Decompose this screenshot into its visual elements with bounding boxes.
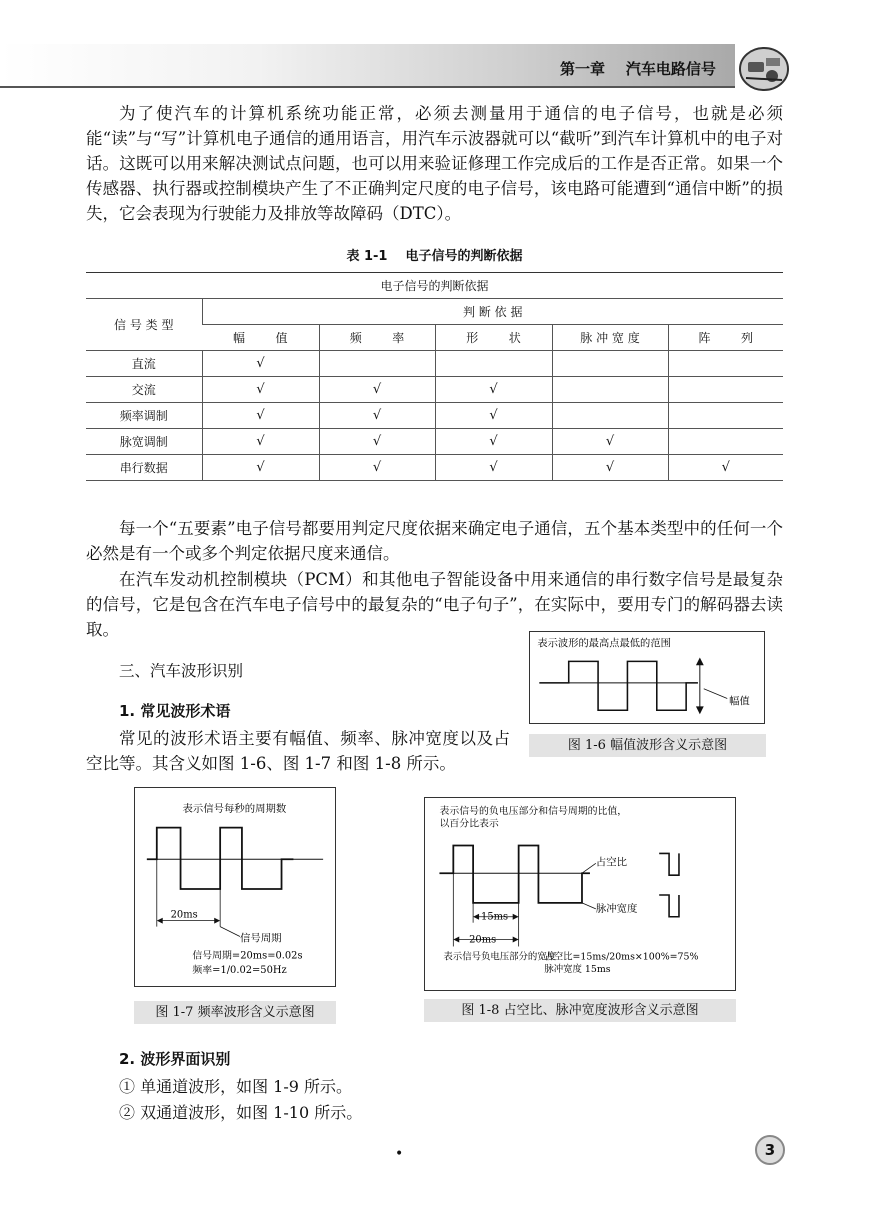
signal-type-cell: 脉宽调制 bbox=[86, 429, 202, 455]
fig-1-8-pulse-label: 脉冲宽度 bbox=[595, 902, 638, 915]
check-cell bbox=[552, 351, 668, 377]
check-cell bbox=[202, 429, 319, 455]
check-cell bbox=[319, 455, 435, 481]
check-mark: √ bbox=[372, 434, 382, 449]
table-row bbox=[86, 429, 783, 455]
check-cell bbox=[668, 429, 783, 455]
check-mark: √ bbox=[372, 382, 382, 397]
signal-type-cell: 交流 bbox=[86, 377, 202, 403]
figure-1-7 bbox=[134, 787, 336, 1024]
fig-1-8-width-label: 15ms bbox=[481, 911, 509, 923]
check-mark: √ bbox=[489, 382, 498, 397]
footer-dot: • bbox=[395, 1146, 404, 1162]
list-item-2: ② 双通道波形，如图 1-10 所示。 bbox=[119, 1103, 363, 1122]
figure-1-7-caption: 图 1-7 频率波形含义示意图 bbox=[134, 1001, 336, 1024]
body-paragraph-3: 常见的波形术语主要有幅值、频率、脉冲宽度以及占空比等。其含义如图 1-6、图 1-7 和图 1-8 所示。 bbox=[86, 729, 510, 773]
table-column-header: 形 状 bbox=[435, 325, 552, 351]
table-basis-header: 判 断 依 据 bbox=[202, 299, 783, 325]
check-mark: √ bbox=[489, 434, 498, 449]
check-cell bbox=[319, 351, 435, 377]
check-cell bbox=[319, 403, 435, 429]
fig-1-7-formula-2: 频率=1/0.02=50Hz bbox=[192, 965, 287, 977]
table-row bbox=[86, 351, 783, 377]
signal-type-cell: 串行数据 bbox=[86, 455, 202, 481]
check-mark: √ bbox=[489, 408, 498, 423]
frequency-waveform-diagram bbox=[134, 787, 336, 987]
table-top-header: 电子信号的判断依据 bbox=[86, 273, 783, 299]
check-cell bbox=[552, 455, 668, 481]
check-mark: √ bbox=[605, 460, 615, 475]
body-paragraph-1: 每一个“五要素”电子信号都要用判定尺度依据来确定电子通信，五个基本类型中的任何一个必然是有一个或多个判定依据尺度来通信。 bbox=[86, 519, 783, 563]
figure-1-8 bbox=[424, 797, 736, 1022]
duty-cycle-waveform-diagram bbox=[424, 797, 736, 991]
table-type-header: 信 号 类 型 bbox=[86, 299, 202, 351]
check-cell bbox=[202, 403, 319, 429]
check-cell bbox=[668, 403, 783, 429]
signal-type-cell: 直流 bbox=[86, 351, 202, 377]
header-rule bbox=[0, 86, 735, 88]
table-column-header: 频 率 bbox=[319, 325, 435, 351]
check-cell bbox=[319, 429, 435, 455]
check-cell bbox=[435, 429, 552, 455]
section-heading: 三、汽车波形识别 bbox=[119, 662, 244, 680]
table-row bbox=[86, 403, 783, 429]
subheading-1: 1. 常见波形术语 bbox=[119, 702, 231, 720]
fig-1-8-annotation-1: 表示信号的负电压部分和信号周期的比值， bbox=[439, 805, 628, 817]
figure-1-6 bbox=[529, 631, 766, 757]
check-mark: √ bbox=[372, 460, 382, 475]
fig-1-8-period-label: 20ms bbox=[469, 934, 497, 946]
chapter-title: 第一章 汽车电路信号 bbox=[560, 60, 716, 78]
check-cell bbox=[319, 377, 435, 403]
check-cell bbox=[435, 403, 552, 429]
subheading-2: 2. 波形界面识别 bbox=[119, 1050, 231, 1068]
signal-type-cell: 频率调制 bbox=[86, 403, 202, 429]
check-cell bbox=[552, 377, 668, 403]
fig-1-8-duty-label: 占空比 bbox=[595, 856, 627, 869]
figure-1-8-caption: 图 1-8 占空比、脉冲宽度波形含义示意图 bbox=[424, 999, 736, 1022]
check-cell bbox=[202, 455, 319, 481]
check-cell bbox=[202, 351, 319, 377]
figure-1-6-caption: 图 1-6 幅值波形含义示意图 bbox=[529, 734, 766, 757]
check-cell bbox=[552, 429, 668, 455]
table-row bbox=[86, 377, 783, 403]
amplitude-waveform-diagram bbox=[529, 631, 765, 724]
page-number: 3 bbox=[755, 1135, 785, 1165]
check-cell bbox=[435, 351, 552, 377]
check-mark: √ bbox=[721, 460, 730, 475]
table-caption: 表 1-1 电子信号的判断依据 bbox=[346, 249, 523, 264]
intro-paragraph: 为了使汽车的计算机系统功能正常，必须去测量用于通信的电子信号，也就是必须能“读”与“写”计算机电子通信的通用语言，用汽车示波器就可以“截听”到汽车计算机中的电子对话。这既可以用来解决测试点问题，也可以用来验证修理工作完成后的工作是否正常。如果一个传感器、执行器或控制模块产生了不正确判定尺度的电子信号，该电路可能遭到“通信中断”的损失，它会表现为行驶能力及排放等故障码（DTC）。 bbox=[86, 104, 783, 223]
fig-1-6-annotation: 表示波形的最高点最低的范围 bbox=[537, 637, 671, 650]
check-mark: √ bbox=[256, 408, 265, 423]
check-mark: √ bbox=[256, 460, 265, 475]
signal-criteria-table bbox=[86, 272, 783, 481]
fig-1-7-formula-1: 信号周期=20ms=0.02s bbox=[192, 950, 303, 962]
list-item-1: ① 单通道波形，如图 1-9 所示。 bbox=[119, 1077, 353, 1096]
fig-1-8-annotation-2: 以百分比表示 bbox=[439, 818, 499, 830]
table-column-header: 脉 冲 宽 度 bbox=[552, 325, 668, 351]
fig-1-6-side-label: 幅值 bbox=[729, 695, 750, 708]
check-cell bbox=[668, 351, 783, 377]
fig-1-7-period-name: 信号周期 bbox=[239, 932, 282, 945]
table-row bbox=[86, 455, 783, 481]
check-mark: √ bbox=[256, 382, 265, 397]
check-cell bbox=[552, 403, 668, 429]
body-paragraph-2: 在汽车发动机控制模块（PCM）和其他电子智能设备中用来通信的串行数字信号是最复杂的信号，它是包含在汽车电子信号中的最复杂的“电子句子”，在实际中，要用专门的解码器去读取。 bbox=[86, 570, 783, 639]
check-cell bbox=[435, 377, 552, 403]
chapter-logo-icon bbox=[738, 46, 790, 92]
check-mark: √ bbox=[489, 460, 498, 475]
check-cell bbox=[668, 455, 783, 481]
check-cell bbox=[202, 377, 319, 403]
fig-1-8-pulse-formula: 脉冲宽度 15ms bbox=[544, 964, 611, 976]
fig-1-7-annotation: 表示信号每秒的周期数 bbox=[182, 802, 287, 815]
fig-1-7-period-label: 20ms bbox=[170, 909, 198, 921]
fig-1-8-duty-formula: 占空比=15ms/20ms×100%=75% bbox=[544, 951, 699, 963]
check-mark: √ bbox=[372, 408, 382, 423]
fig-1-8-note-1: 表示信号负电压部分的宽度 bbox=[443, 951, 557, 963]
check-cell bbox=[668, 377, 783, 403]
check-mark: √ bbox=[256, 356, 265, 371]
check-mark: √ bbox=[256, 434, 265, 449]
table-column-header: 幅 值 bbox=[202, 325, 319, 351]
check-cell bbox=[435, 455, 552, 481]
table-column-header: 阵 列 bbox=[668, 325, 783, 351]
check-mark: √ bbox=[605, 434, 615, 449]
